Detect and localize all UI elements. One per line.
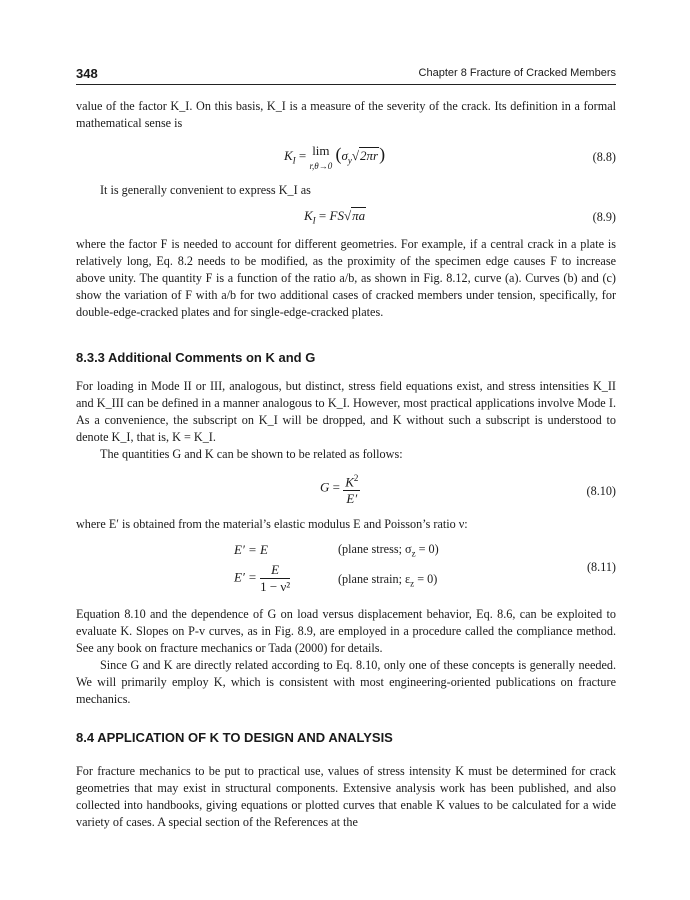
paragraph-3 <box>76 236 616 321</box>
equation-number: (8.10) <box>586 484 616 498</box>
paragraph-text: where the factor F is needed to account for different geometries. For example, if a central crack in a plate is relatively long, Eq. 8.2 needs to be modified, as the proximity of the specimen edge causes F to increase above unity. The quantity F is a function of the ratio a/b, as shown in Fig. 8.12, curve (a). Curves (b) and (c) show the variation of F with a/b for two additional cases of cracked members under tension, specifically, for double-edge-cracked plates and for single-edge-cracked plates. <box>76 237 616 319</box>
equation-body: $K_I = \lim$ r,θ→0 $(\sigma_y√2\pi r)$ <box>284 143 386 171</box>
equation-8-9 <box>76 206 616 236</box>
running-header <box>76 66 616 84</box>
paragraph-1 <box>76 98 616 132</box>
paragraph-text: Equation 8.10 and the dependence of G on load versus displacement behavior, Eq. 8.6, can be exploited to evaluate K. Slopes on P-v curves, as in Fig. 8.9, are employed in a procedure called the compliance method. See any book on fracture mechanics or Tada (2000) for details. <box>76 607 616 655</box>
equation-note-1: (plane stress; $\sigma_z = 0$) <box>338 542 439 559</box>
paragraph-text: For fracture mechanics to be put to practical use, values of stress intensity K must be determined for crack geometries that may exist in structural components. Extensive analysis work has been published, and also collected into handbooks, giving equations or plotted curves that enable K values to be calculated for a wide variety of cases. A special section of the References at the <box>76 764 616 829</box>
paragraph-9 <box>76 763 616 831</box>
equation-body: $K_I = FS√\pi a$ <box>304 208 366 226</box>
paragraph-text: The quantities G and K can be shown to be related as follows: <box>100 447 403 461</box>
section-heading-8-3-3: 8.3.3 Additional Comments on K and G <box>76 350 316 365</box>
equation-8-8 <box>76 144 616 174</box>
paragraph-text: value of the factor K_I. On this basis, K_I is a measure of the severity of the crack. Its definition in a formal mathematical sense is <box>76 99 616 130</box>
paragraph-5 <box>76 446 616 463</box>
chapter-title: Chapter 8 Fracture of Cracked Members <box>418 67 616 79</box>
equation-body: G = $\frac{K^2}{E'}$ <box>320 470 360 507</box>
paragraph-6 <box>76 516 616 533</box>
header-rule <box>76 84 616 85</box>
equation-number: (8.9) <box>592 210 616 224</box>
paragraph-text: For loading in Mode II or III, analogous, but distinct, stress field equations exist, and stress intensities K_II and K_III can be defined in a manner analogous to K_I. However, most practical applications involve Mode I. As a convenience, the subscript on K_I will be dropped, and K without such a subscript is understood to denote K_I, that is, K = K_I. <box>76 379 616 444</box>
paragraph-text: It is generally convenient to express K_I as <box>100 183 311 197</box>
paragraph-text: Since G and K are directly related according to Eq. 8.10, only one of these concepts is generally needed. We will primarily employ K, which is consistent with most engineering-oriented publications on fracture mechanics. <box>76 658 616 706</box>
paragraph-text: where E′ is obtained from the material’s elastic modulus E and Poisson’s ratio ν: <box>76 517 468 531</box>
paragraph-2 <box>76 182 616 199</box>
page-number: 348 <box>76 66 98 81</box>
equation-note-2: (plane strain; $\varepsilon_z = 0$) <box>338 572 438 589</box>
equation-number: (8.11) <box>587 560 616 574</box>
equation-line-1: E′ = E <box>234 542 268 557</box>
equation-8-11 <box>76 540 616 600</box>
equation-8-10 <box>76 470 616 510</box>
equation-line-2: E′ = $\frac{E}{\text{1 − ν²}}$ <box>234 562 291 594</box>
section-heading-8-4: 8.4 APPLICATION OF K TO DESIGN AND ANALYSIS <box>76 730 393 745</box>
paragraph-7 <box>76 606 616 657</box>
paragraph-8 <box>76 657 616 708</box>
equation-number: (8.8) <box>592 150 616 164</box>
paragraph-4 <box>76 378 616 446</box>
